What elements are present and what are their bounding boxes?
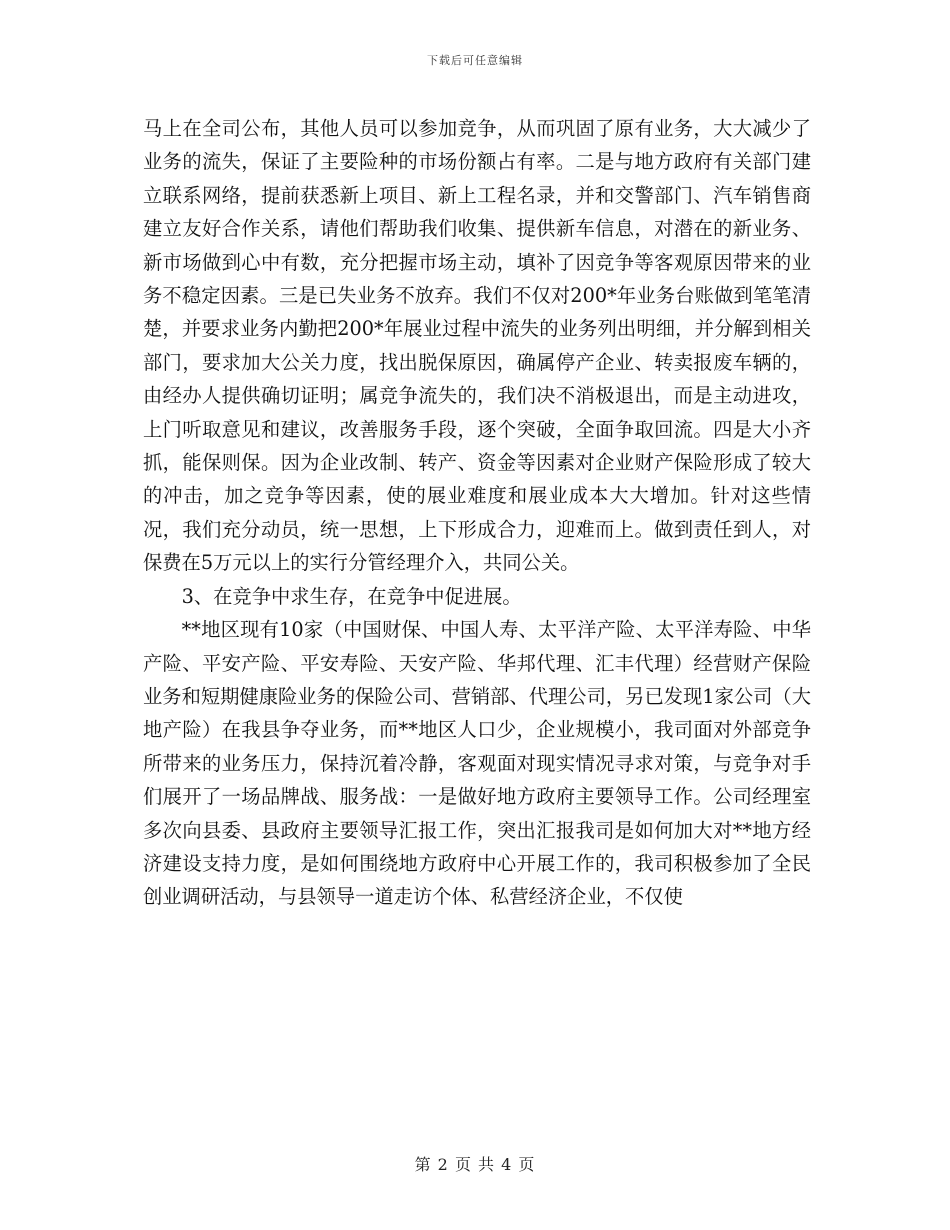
document-body (143, 112, 811, 914)
paragraph-continuation: 马上在全司公布，其他人员可以参加竞争，从而巩固了原有业务，大大减少了业务的流失，保证了主要险种的市场份额占有率。二是与地方政府有关部门建立联系网络，提前获悉新上项目、新上工程名录，并和交警部门、汽车销售商建立友好合作关系，请他们帮助我们收集、提供新车信息，对潜在的新业务、新市场做到心中有数，充分把握市场主动，填补了因竞争等客观原因带来的业务不稳定因素。三是已失业务不放弃。我们不仅对200*年业务台账做到笔笔清楚，并要求业务内勤把200*年展业过程中流失的业务列出明细，并分解到相关部门，要求加大公关力度，找出脱保原因，确属停产企业、转卖报废车辆的，由经办人提供确切证明；属竞争流失的，我们决不消极退出，而是主动进攻，上门听取意见和建议，改善服务手段，逐个突破，全面争取回流。四是大小齐抓，能保则保。因为企业改制、转产、资金等因素对企业财产保险形成了较大的冲击，加之竞争等因素，使的展业难度和展业成本大大增加。针对这些情况，我们充分动员，统一思想，上下形成合力，迎难而上。做到责任到人，对保费在5万元以上的实行分管经理介入，共同公关。 (143, 117, 811, 575)
page-number: 第 2 页 共 4 页 (414, 1155, 536, 1174)
paragraph: **地区现有10家（中国财保、中国人寿、太平洋产险、太平洋寿险、中华产险、平安产险、平安寿险、天安产险、华邦代理、汇丰代理）经营财产保险业务和短期健康险业务的保险公司、营销部、代理公司，另已发现1家公司（大地产险）在我县争夺业务，而**地区人口少，企业规模小，我司面对外部竞争所带来的业务压力，保持沉着冷静，客观面对现实情况寻求对策，与竞争对手们展开了一场品牌战、服务战：一是做好地方政府主要领导工作。公司经理室多次向县委、县政府主要领导汇报工作，突出汇报我司是如何加大对**地方经济建设支持力度，是如何围绕地方政府中心开展工作的，我司积极参加了全民创业调研活动，与县领导一道走访个体、私营经济企业，不仅使 (143, 618, 811, 909)
section-heading: 3、在竞争中求生存，在竞争中促进展。 (181, 584, 522, 608)
page-header: 下载后可任意编辑 (427, 54, 523, 67)
